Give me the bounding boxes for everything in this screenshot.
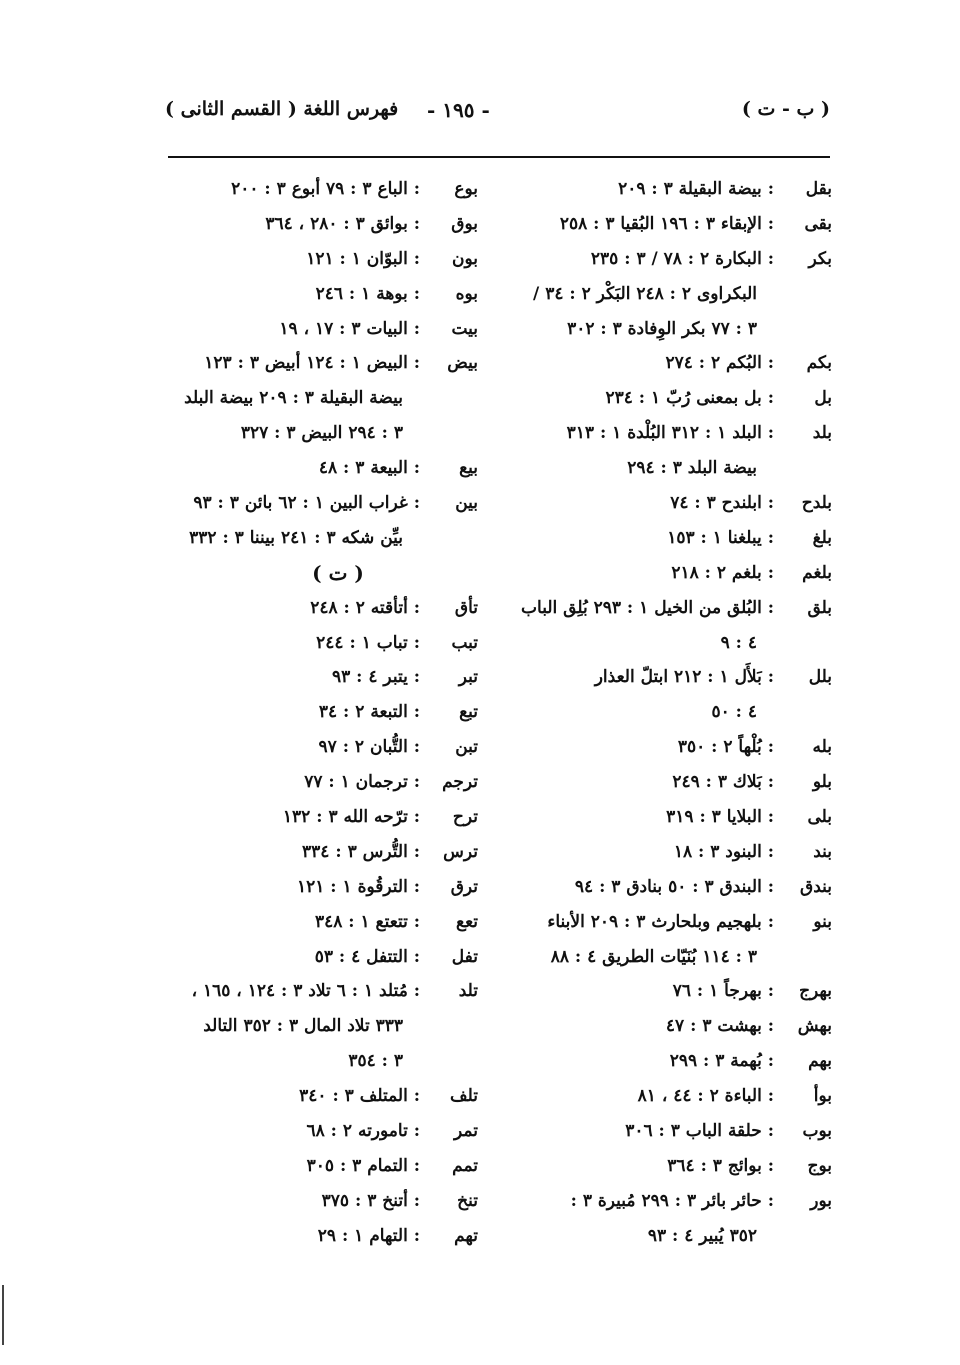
index-entry: : بوائق ٣ : ٢٨٠ ، ٣٦٤ <box>265 213 420 234</box>
index-root: ترق <box>450 876 478 897</box>
index-entry: : البُكم ٢ : ٢٧٤ <box>665 353 774 374</box>
index-root: بوق <box>451 213 478 234</box>
index-row <box>522 346 832 381</box>
index-entry: : البلايا ٣ : ٣١٩ <box>666 807 774 828</box>
index-root: تلف <box>450 1086 478 1107</box>
index-entry: : بيضة البقيلة ٣ : ٢٠٩ <box>618 179 774 199</box>
index-row <box>168 1114 478 1149</box>
index-root: ترجم <box>442 772 478 793</box>
index-row <box>168 905 478 940</box>
index-entry: : تتعتع ١ : ٣٤٨ <box>314 911 420 932</box>
index-row <box>168 765 478 800</box>
index-row <box>522 381 832 416</box>
index-row <box>168 486 478 521</box>
index-continuation: بيضة البلد ٣ : ٢٩٤ <box>627 458 757 479</box>
index-entry: : تباب ١ : ٢٤٤ <box>316 632 420 653</box>
index-entry: : بهرجاً ١ : ٧٦ <box>672 981 774 1002</box>
index-root: بيع <box>459 458 478 479</box>
index-row <box>522 1079 832 1114</box>
index-root: تعع <box>456 911 478 932</box>
index-root: ترس <box>443 841 478 862</box>
index-root: بوج <box>807 1155 832 1176</box>
index-root: بلل <box>808 667 832 688</box>
index-entry: : يتبر ٤ : ٩٣ <box>331 667 420 688</box>
index-row <box>522 416 832 451</box>
index-row <box>522 1219 832 1254</box>
index-root: بوب <box>802 1121 832 1142</box>
index-continuation: ٣ : ٣٥٤ <box>348 1051 403 1072</box>
index-entry: : التتفل ٤ : ٥٣ <box>314 946 420 967</box>
index-row <box>522 486 832 521</box>
index-root: تمر <box>454 1121 478 1142</box>
header-rule <box>168 156 830 158</box>
index-entry: : البُلق من الخيل ١ : ٢٩٣ بُلِق الباب <box>521 597 774 618</box>
index-root: بلغم <box>802 562 832 583</box>
index-row <box>168 207 478 242</box>
index-row <box>522 1114 832 1149</box>
index-root: بهم <box>808 1051 832 1072</box>
index-row <box>522 312 832 347</box>
index-continuation: ٣٥٢ يُبير ٤ : ٩٣ <box>647 1225 757 1246</box>
index-row <box>168 1219 478 1254</box>
index-continuation: البكراوى ٢ : ٢٤٨ البَكْر ٢ : ٣٤ / <box>533 283 757 304</box>
index-entry: : بوهة ١ : ٢٤٦ <box>315 283 420 304</box>
index-row <box>168 451 478 486</box>
index-row <box>168 591 478 626</box>
index-root: تهم <box>454 1225 478 1246</box>
index-entry: : حائر بائر ٣ : ٢٩٩ مُبيرة ٣ : <box>570 1190 774 1211</box>
index-entry: : بَلاك ٣ : ٢٤٩ <box>672 772 774 793</box>
index-row <box>522 1184 832 1219</box>
index-row <box>522 870 832 905</box>
index-continuation: ٤ : ٥٠ <box>711 702 757 723</box>
index-root: بوأ <box>813 1086 832 1107</box>
index-root: تبع <box>459 702 478 723</box>
index-continuation: بيضة البقيلة ٣ : ٢٠٩ بيضة البلد <box>184 388 403 409</box>
index-root: بند <box>813 841 832 862</box>
index-entry: : ترّحه الله ٣ : ١٣٢ <box>282 807 420 828</box>
right-column <box>522 172 832 1254</box>
index-entry: : غراب البين ١ : ٦٢ بائن ٣ : ٩٣ <box>193 493 420 514</box>
index-root: بيت <box>451 318 478 339</box>
index-root: بلق <box>807 597 832 618</box>
index-root: بنو <box>813 911 832 932</box>
index-entry: : البلد ١ : ٣١٢ البُلْدة ١ : ٣١٣ <box>566 423 774 444</box>
index-root: بيض <box>447 353 478 374</box>
index-row <box>168 1079 478 1114</box>
index-entry: : بلغم ٢ : ٢١٨ <box>671 562 774 583</box>
index-row <box>168 800 478 835</box>
index-continuation: بيِّن شكه ٣ : ٢٤١ بيننا ٣ : ٣٣٢ <box>189 527 403 548</box>
index-root: بقى <box>804 213 832 234</box>
index-row <box>522 940 832 975</box>
index-root: تبب <box>451 632 478 653</box>
index-entry: : التبعة ٢ : ٣٤ <box>318 702 420 723</box>
index-continuation: ٣٣٣ تلاد المال ٣ : ٣٥٢ التالد <box>203 1016 403 1037</box>
index-row <box>522 521 832 556</box>
index-row <box>168 242 478 277</box>
index-row <box>522 556 832 591</box>
index-root: بله <box>812 737 832 758</box>
index-root: تبن <box>455 737 478 758</box>
index-root: بندق <box>800 876 832 897</box>
index-continuation: ٣ : ٢٩٤ البيض ٣ : ٣٢٧ <box>240 423 403 444</box>
index-entry: : بوائج ٣ : ٣٦٤ <box>667 1155 774 1176</box>
index-entry: : البنود ٣ : ١٨ <box>673 841 774 862</box>
index-row <box>522 765 832 800</box>
index-row <box>522 1149 832 1184</box>
index-root: بين <box>455 493 478 514</box>
index-row <box>168 730 478 765</box>
index-entry: : البيعة ٣ : ٤٨ <box>318 458 420 479</box>
section-letters: ( ب - ت ) <box>741 98 830 120</box>
index-row <box>522 905 832 940</box>
index-row <box>168 346 478 381</box>
index-root: بلغ <box>812 527 832 548</box>
index-title: فهرس اللغة ( القسم الثانى ) <box>165 98 399 120</box>
index-entry: : بُلْهاً ٢ : ٣٥٠ <box>677 737 774 758</box>
index-root: بكر <box>808 248 832 269</box>
index-root: بور <box>810 1190 832 1211</box>
index-row <box>168 870 478 905</box>
index-row <box>522 730 832 765</box>
index-entry: : حلقة الباب ٣ : ٣٠٦ <box>625 1121 774 1142</box>
index-root: بلدح <box>801 493 832 514</box>
index-root: تنخ <box>457 1190 478 1211</box>
index-entry: : المتلف ٣ : ٣٤٠ <box>299 1086 420 1107</box>
index-root: بوع <box>454 179 478 199</box>
scan-edge-mark <box>2 1285 4 1345</box>
index-row <box>522 626 832 661</box>
index-entry: : بلهجيم وبلحارث ٣ : ٢٠٩ الأبناء <box>547 911 774 932</box>
index-row <box>522 695 832 730</box>
index-entry: : البيض ١ : ١٢٤ أبيض ٣ : ١٢٣ <box>204 353 420 374</box>
index-row <box>168 381 478 416</box>
index-entry: : البندق ٣ : ٥٠ بنادق ٣ : ٩٤ <box>574 876 774 897</box>
index-row <box>522 242 832 277</box>
index-row <box>168 1184 478 1219</box>
index-row <box>522 1044 832 1079</box>
index-row <box>168 695 478 730</box>
index-row <box>168 416 478 451</box>
index-entry: : أتنخ ٣ : ٣٧٥ <box>321 1190 420 1211</box>
index-row <box>168 1044 478 1079</box>
index-entry: : أتأقته ٢ : ٢٤٨ <box>310 597 420 618</box>
index-root: بكم <box>806 353 832 374</box>
index-row <box>522 277 832 312</box>
index-root: تمم <box>452 1155 478 1176</box>
index-root: بل <box>814 388 832 409</box>
index-row <box>522 207 832 242</box>
index-root: بوه <box>455 283 478 304</box>
index-root: تبر <box>458 667 478 688</box>
index-entry: : التمام ٣ : ٣٠٥ <box>306 1155 420 1176</box>
index-root: تأق <box>454 597 478 618</box>
index-entry: : يبلغنا ١ : ١٥٣ <box>667 527 774 548</box>
section-heading-label: ( ت ) <box>312 560 364 585</box>
index-row <box>168 277 478 312</box>
index-continuation: ٣ : ٧٧ بكر الوِفادة ٣ : ٣٠٢ <box>567 318 757 339</box>
index-entry: : بُهمة ٣ : ٢٩٩ <box>669 1051 774 1072</box>
index-row <box>168 626 478 661</box>
index-entry: : التهام ١ : ٢٩ <box>317 1225 420 1246</box>
index-row <box>522 1009 832 1044</box>
index-root: بون <box>452 248 478 269</box>
index-row <box>168 1149 478 1184</box>
index-row <box>522 800 832 835</box>
index-row <box>522 974 832 1009</box>
index-row <box>522 172 832 207</box>
index-root: بلو <box>812 772 832 793</box>
section-heading <box>168 556 478 591</box>
index-row <box>168 172 478 207</box>
index-row <box>168 521 478 556</box>
index-entry: : الترقُوة ١ : ١٢١ <box>296 876 420 897</box>
index-entry: : الإبقاء ٣ : ١٩٦ البُقيا ٣ : ٢٥٨ <box>559 213 774 234</box>
index-root: بلى <box>807 807 832 828</box>
index-row <box>522 451 832 486</box>
index-entry: : الباع ٣ : ٧٩ أبوع ٣ : ٢٠٠ <box>231 179 420 199</box>
index-row <box>522 660 832 695</box>
index-entry: : بَلأَل ١ : ٢١٢ ابتلّ العذار <box>594 667 774 688</box>
index-entry: : الباءة ٢ : ٤٤ ، ٨١ <box>637 1086 774 1107</box>
index-entry: : بل بمعنى رُبّ ١ : ٢٣٤ <box>605 388 774 409</box>
index-entry: : ترجمان ١ : ٧٧ <box>304 772 420 793</box>
index-entry: : البوّان ١ : ١٢١ <box>306 248 420 269</box>
index-root: بلد <box>812 423 832 444</box>
index-row <box>522 591 832 626</box>
index-root: بهش <box>797 1016 832 1037</box>
index-entry: : التُّرس ٣ : ٣٣٤ <box>302 841 420 862</box>
index-row <box>168 974 478 1009</box>
index-row <box>168 835 478 870</box>
index-continuation: ٣ : ١١٤ بُنَيّات الطريق ٤ : ٨٨ <box>550 946 757 967</box>
index-row <box>168 312 478 347</box>
index-entry: : البيات ٣ : ١٧ ، ١٩ <box>279 318 420 339</box>
index-root: تلد <box>458 981 478 1002</box>
index-row <box>168 940 478 975</box>
index-entry: : مُتلد ١ : ٦ تلاد ٣ : ١٢٤ ، ١٦٥ ، <box>191 981 420 1002</box>
index-row <box>522 835 832 870</box>
index-entry: : تامورته ٢ : ٦٨ <box>306 1121 420 1142</box>
index-entry: : بهشت ٣ : ٤٧ <box>665 1016 774 1037</box>
page-header <box>165 98 830 138</box>
index-continuation: ٤ : ٩ <box>720 632 757 653</box>
index-root: تفل <box>451 946 478 967</box>
index-entry: : ابلندح ٣ : ٧٤ <box>670 493 774 514</box>
index-entry: : البكارة ٢ : ٧٨ / ٣ : ٢٣٥ <box>590 248 774 269</box>
index-row <box>168 1009 478 1044</box>
index-row <box>168 660 478 695</box>
index-root: بهرج <box>799 981 832 1002</box>
index-root: ترح <box>452 807 478 828</box>
index-root: بقل <box>805 179 832 199</box>
left-column <box>168 172 478 1254</box>
page-number: - ١٩٥ - <box>427 98 490 122</box>
index-entry: : التُّبان ٢ : ٩٧ <box>318 737 420 758</box>
